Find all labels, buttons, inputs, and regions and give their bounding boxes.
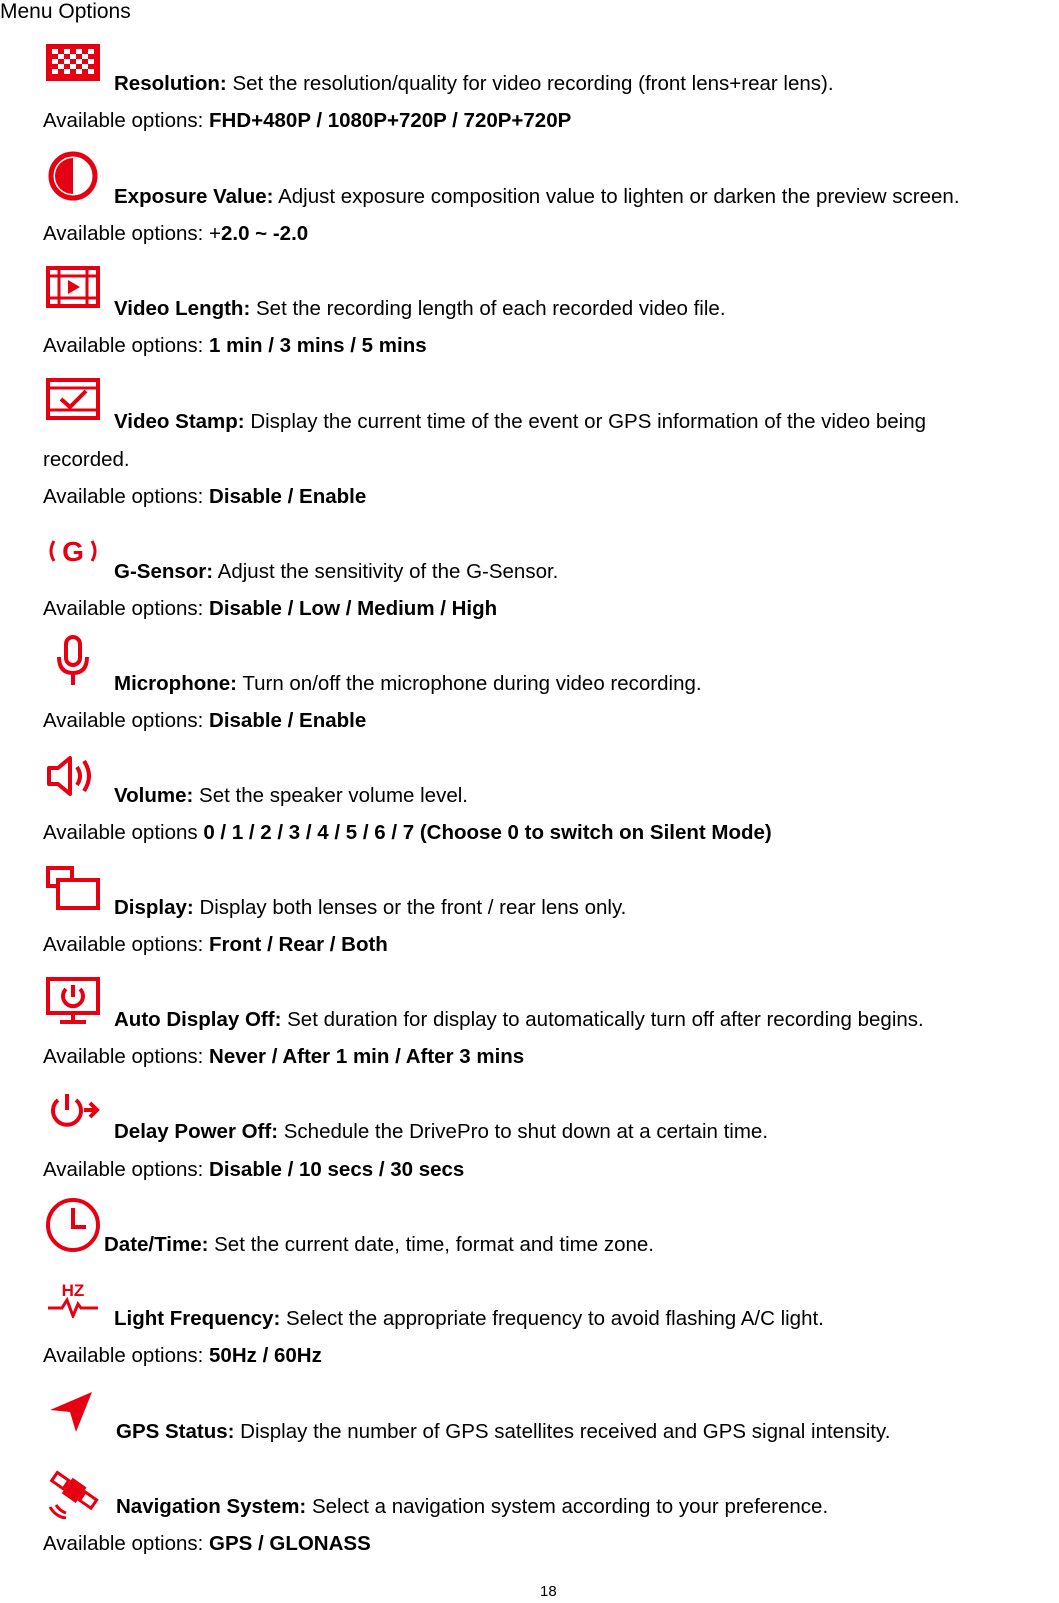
item-exposure-title: Exposure Value: Adjust exposure composition value to lighten or darken the preview screen. [114, 185, 960, 208]
item-navigation-system-title: Navigation System: Select a navigation system according to your preference. [116, 1495, 829, 1518]
video-length-icon [46, 266, 100, 308]
item-g-sensor-title: G-Sensor: Adjust the sensitivity of the G-Sensor. [114, 560, 559, 583]
grid-icon [46, 44, 100, 81]
page-title: Menu Options [0, 0, 131, 23]
display-icon [46, 866, 100, 910]
item-microphone-options: Available options: Disable / Enable [43, 709, 367, 732]
item-gps-status-title: GPS Status: Display the number of GPS satellites received and GPS signal intensity. [116, 1420, 891, 1443]
item-auto-display-off-options: Available options: Never / After 1 min / After 3 mins [43, 1045, 525, 1068]
item-g-sensor-options: Available options: Disable / Low / Medium / High [43, 597, 498, 620]
gps-arrow-icon [46, 1390, 96, 1434]
exposure-icon [47, 150, 99, 202]
page-number: 18 [540, 1583, 557, 1600]
microphone-icon [55, 635, 91, 687]
item-video-stamp-desc-cont: recorded. [43, 448, 130, 471]
item-navigation-system-options: Available options: GPS / GLONASS [43, 1532, 371, 1555]
clock-icon [44, 1196, 102, 1254]
volume-icon [46, 754, 100, 798]
svg-text:G: G [62, 536, 84, 567]
video-stamp-icon [46, 378, 100, 420]
item-resolution-options: Available options: FHD+480P / 1080P+720P / 720P+720P [43, 109, 572, 132]
item-light-frequency-title: Light Frequency: Select the appropriate frequency to avoid flashing A/C light. [114, 1307, 824, 1330]
item-video-stamp-title: Video Stamp: Display the current time of the event or GPS information of the video being [114, 410, 927, 433]
item-resolution-title: Resolution: Set the resolution/quality for video recording (front lens+rear lens). [114, 72, 834, 95]
item-exposure-options: Available options: +2.0 ~ -2.0 [43, 222, 309, 245]
item-volume-title: Volume: Set the speaker volume level. [114, 784, 468, 807]
auto-display-off-icon [46, 977, 100, 1025]
item-video-length-options: Available options: 1 min / 3 mins / 5 mins [43, 334, 427, 357]
item-display-options: Available options: Front / Rear / Both [43, 933, 388, 956]
svg-text:HZ: HZ [61, 1281, 85, 1300]
item-video-stamp-options: Available options: Disable / Enable [43, 485, 367, 508]
item-auto-display-off-title: Auto Display Off: Set duration for display to automatically turn off after recording begins. [114, 1008, 924, 1031]
item-date-time-title: Date/Time: Set the current date, time, format and time zone. [104, 1233, 654, 1256]
item-video-length-title: Video Length: Set the recording length of each recorded video file. [114, 297, 726, 320]
item-display-title: Display: Display both lenses or the front / rear lens only. [114, 896, 627, 919]
item-light-frequency-options: Available options: 50Hz / 60Hz [43, 1344, 322, 1367]
item-microphone-title: Microphone: Turn on/off the microphone during video recording. [114, 672, 702, 695]
item-delay-power-off-title: Delay Power Off: Schedule the DrivePro to shut down at a certain time. [114, 1120, 769, 1143]
item-volume-options: Available options 0 / 1 / 2 / 3 / 4 / 5 / 6 / 7 (Choose 0 to switch on Silent Mode) [43, 821, 772, 844]
item-delay-power-off-options: Available options: Disable / 10 secs / 30 secs [43, 1158, 465, 1181]
g-sensor-icon [46, 535, 100, 567]
delay-power-off-icon [46, 1090, 100, 1130]
satellite-icon [46, 1465, 100, 1519]
light-frequency-icon [46, 1280, 100, 1318]
